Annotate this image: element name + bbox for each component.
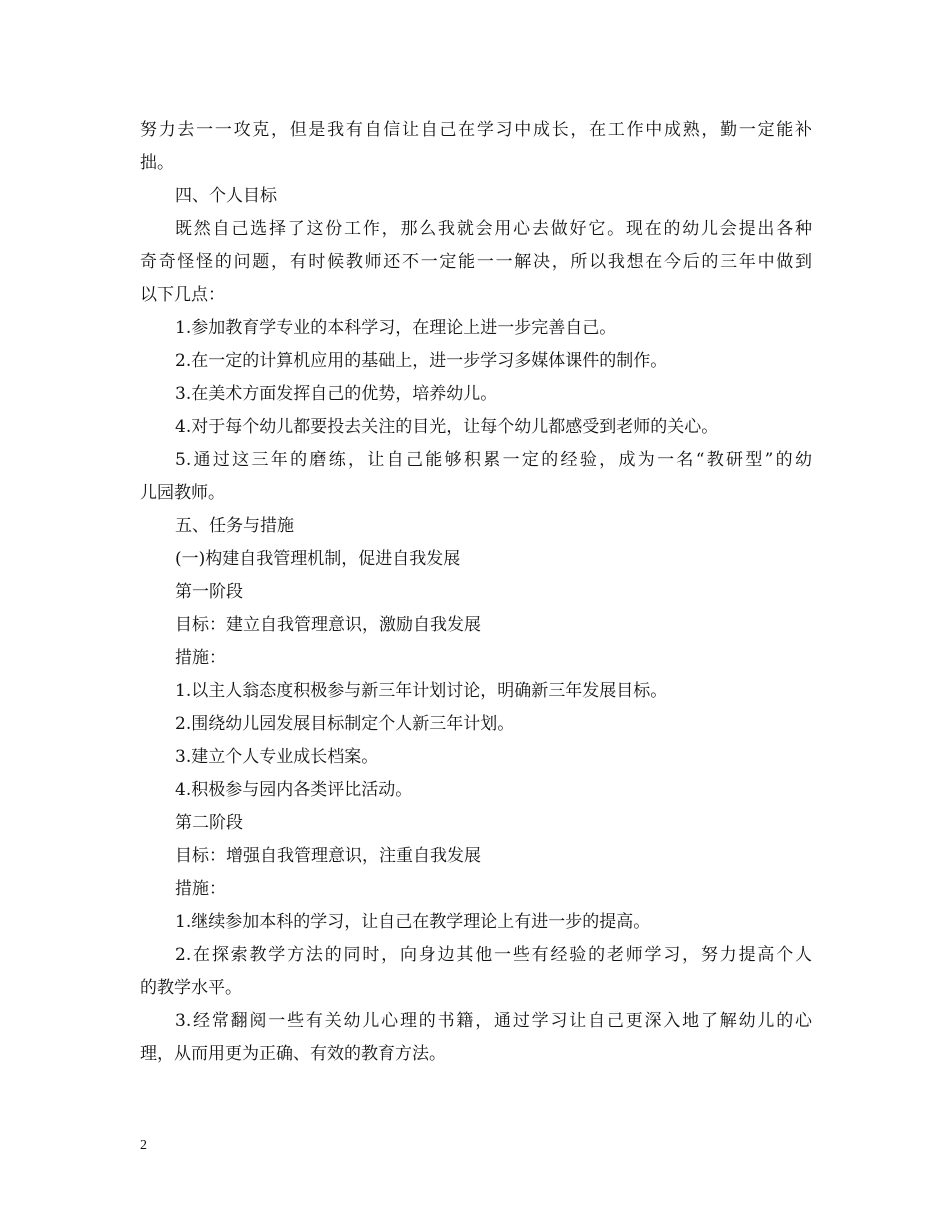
section-heading: 五、任务与措施: [175, 516, 294, 536]
list-item: 1.参加教育学专业的本科学习，在理论上进一步完善自己。: [175, 318, 617, 338]
page-number: 2: [140, 1138, 147, 1153]
list-item: 2.围绕幼儿园发展目标制定个人新三年计划。: [175, 714, 515, 734]
section-heading: 四、个人目标: [175, 186, 277, 206]
paragraph-line: 既然自己选择了这份工作，那么我就会用心去做好它。现在的幼儿会提出各种: [175, 219, 812, 239]
subsection-heading: (一)构建自我管理机制，促进自我发展: [175, 549, 461, 569]
list-item: 4.对于每个幼儿都要投去关注的目光，让每个幼儿都感受到老师的关心。: [175, 417, 719, 437]
paragraph-line: 拙。: [140, 153, 174, 173]
stage-heading: 第一阶段: [175, 582, 243, 602]
list-item: 1.继续参加本科的学习，让自己在教学理论上有进一步的提高。: [175, 912, 651, 932]
measures-label: 措施：: [175, 648, 226, 668]
list-item-continuation: 的教学水平。: [140, 978, 242, 998]
document-body: [140, 114, 812, 1071]
paragraph-line: 努力去一一攻克，但是我有自信让自己在学习中成长，在工作中成熟，勤一定能补: [140, 120, 812, 140]
measures-label: 措施：: [175, 879, 226, 899]
list-item-continuation: 儿园教师。: [140, 483, 225, 503]
list-item: 3.在美术方面发挥自己的优势，培养幼儿。: [175, 384, 498, 404]
list-item: 1.以主人翁态度积极参与新三年计划讨论，明确新三年发展目标。: [175, 681, 668, 701]
list-item: 5.通过这三年的磨练，让自己能够积累一定的经验，成为一名“教研型”的幼: [175, 450, 812, 470]
list-item: 4.积极参与园内各类评比活动。: [175, 780, 413, 800]
list-item: 3.经常翻阅一些有关幼儿心理的书籍，通过学习让自己更深入地了解幼儿的心: [175, 1011, 812, 1031]
list-item: 3.建立个人专业成长档案。: [175, 747, 379, 767]
stage-heading: 第二阶段: [175, 813, 243, 833]
paragraph-line: 以下几点：: [140, 285, 225, 305]
list-item: 2.在一定的计算机应用的基础上，进一步学习多媒体课件的制作。: [175, 351, 668, 371]
paragraph-line: 奇奇怪怪的问题，有时候教师还不一定能一一解决，所以我想在今后的三年中做到: [140, 252, 812, 272]
goal-line: 目标：建立自我管理意识，激励自我发展: [175, 615, 481, 635]
list-item: 2.在探索教学方法的同时，向身边其他一些有经验的老师学习，努力提高个人: [175, 945, 812, 965]
goal-line: 目标：增强自我管理意识，注重自我发展: [175, 846, 481, 866]
list-item-continuation: 理，从而用更为正确、有效的教育方法。: [140, 1044, 446, 1064]
